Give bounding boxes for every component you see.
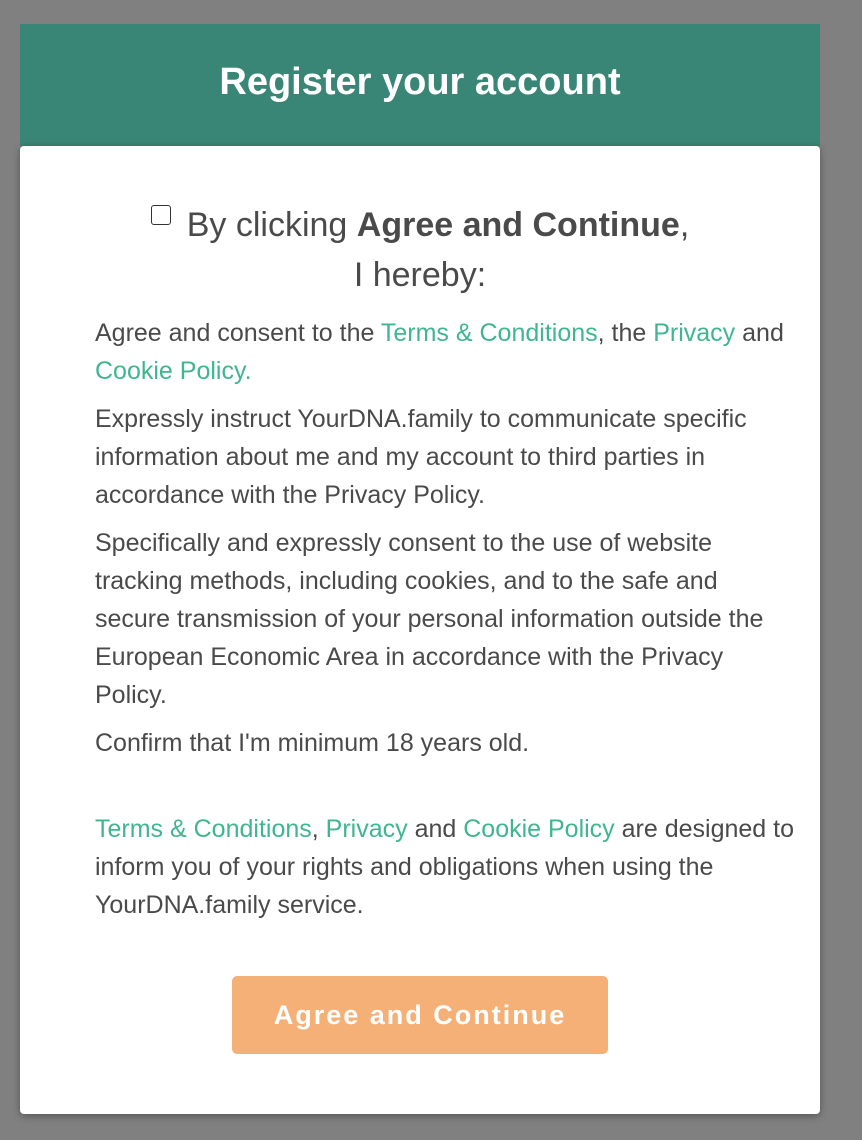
item1-mid2: and [735,319,784,347]
consent-item-communicate: Expressly instruct YourDNA.family to communicate specific information about me and my account to third parties in accordance with the Privacy Policy. [95,405,747,509]
consent-line2: I hereby: [353,256,487,294]
terms-link[interactable]: Terms & Conditions [380,319,598,347]
consent-bold-text: Agree and Continue [356,206,680,244]
consent-prefix: By clicking [186,206,357,244]
footer-privacy-link[interactable]: Privacy [325,815,408,843]
footer-cookie-policy-link[interactable]: Cookie Policy [463,815,615,843]
consent-item-age: Confirm that I'm minimum 18 years old. [95,729,530,757]
consent-checkbox[interactable] [151,205,171,225]
footer-sep: , [311,815,326,843]
agree-and-continue-button[interactable]: Agree and Continue [232,976,608,1054]
footer-rest: are designed to inform you of your rights and obligations when using the YourDNA.family service. [95,815,794,919]
consent-card [20,146,820,1114]
header-bar [20,24,820,146]
item1-mid1: , the [597,319,654,347]
policy-info [95,810,795,924]
consent-item-terms [95,314,795,390]
consent-heading [20,200,820,300]
page-title: Register your account [219,61,621,103]
consent-suffix: , [679,206,690,244]
cookie-policy-link[interactable]: Cookie Policy. [95,357,252,385]
footer-and: and [407,815,464,843]
footer-terms-link[interactable]: Terms & Conditions [95,815,312,843]
consent-item-tracking: Specifically and expressly consent to the use of website tracking methods, including cookies, and to the safe and secure transmission of your personal information outside the European Economic Area in accordance with the Privacy Policy. [95,529,764,709]
item1-pre: Agree and consent to the [95,319,381,347]
privacy-link[interactable]: Privacy [653,319,736,347]
